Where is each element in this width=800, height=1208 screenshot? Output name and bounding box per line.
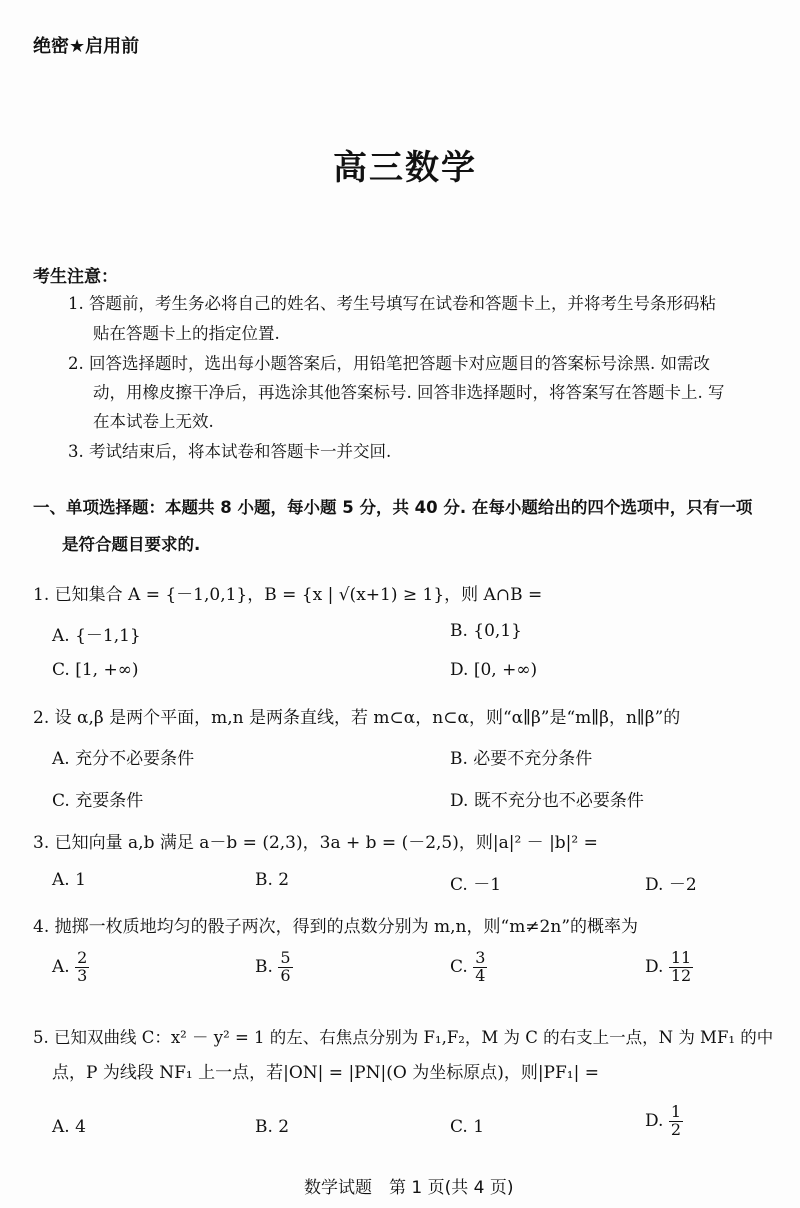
page-footer: 数学试题 第 1 页(共 4 页) xyxy=(304,1178,514,1198)
notice-line: 1. 答题前，考生务必将自己的姓名、考生号填写在试卷和答题卡上，并将考生号条形码粘 xyxy=(68,294,716,313)
page-title: 高三数学 xyxy=(333,148,477,188)
confidential-label: 绝密★启用前 xyxy=(33,36,140,57)
notice-line: 3. 考试结束后，将本试卷和答题卡一并交回. xyxy=(68,442,392,461)
q2-option-a: A. 充分不必要条件 xyxy=(52,749,195,769)
denominator: 3 xyxy=(77,965,88,985)
question-4-stem: 4. 抛掷一枚质地均匀的骰子两次，得到的点数分别为 m,n，则“m≠2n”的概率为 xyxy=(33,917,639,937)
fraction xyxy=(278,950,292,985)
q3-option-a: A. 1 xyxy=(52,870,86,890)
q2-option-c: C. 充要条件 xyxy=(52,791,144,811)
q3-option-c: C. －1 xyxy=(450,875,502,895)
notice-line: 贴在答题卡上的指定位置. xyxy=(93,324,280,343)
numerator: 2 xyxy=(77,948,88,967)
option-label: D. xyxy=(645,1110,664,1131)
q5-option-c: C. 1 xyxy=(450,1117,485,1137)
q3-option-b: B. 2 xyxy=(255,870,290,890)
option-label: B. xyxy=(255,956,273,977)
numerator: 11 xyxy=(670,948,692,967)
question-2-stem: 2. 设 α,β 是两个平面，m,n 是两条直线，若 m⊂α，n⊂α，则“α∥β”是“m∥β，n∥β”的 xyxy=(33,708,681,728)
q5-option-b: B. 2 xyxy=(255,1117,290,1137)
question-5-stem: 5. 已知双曲线 C：x² － y² = 1 的左、右焦点分别为 F₁,F₂，M 为 C 的右支上一点，N 为 MF₁ 的中 xyxy=(33,1028,774,1047)
q1-option-b: B. {0,1} xyxy=(450,621,522,641)
q4-option-a xyxy=(52,950,89,985)
numerator: 5 xyxy=(280,948,291,967)
section-heading: 一、单项选择题：本题共 8 小题，每小题 5 分，共 40 分. 在每小题给出的四个选项中，只有一项 xyxy=(33,498,753,517)
q1-option-c: C. [1, +∞) xyxy=(52,660,139,680)
notice-line: 动，用橡皮擦干净后，再选涂其他答案标号. 回答非选择题时，将答案写在答题卡上. 写 xyxy=(93,383,725,402)
fraction xyxy=(669,950,693,985)
question-1-stem: 1. 已知集合 A = {－1,0,1}，B = {x | √(x+1) ≥ 1}，则 A∩B = xyxy=(33,585,543,605)
q2-option-b: B. 必要不充分条件 xyxy=(450,749,593,769)
numerator: 3 xyxy=(475,948,486,967)
fraction xyxy=(669,1104,683,1139)
q4-option-b xyxy=(255,950,293,985)
question-5-stem-cont: 点，P 为线段 NF₁ 上一点，若|ON| = |PN|(O 为坐标原点)，则|PF₁| = xyxy=(52,1063,599,1083)
notice-line: 在本试卷上无效. xyxy=(93,412,214,431)
notice-line: 2. 回答选择题时，选出每小题答案后，用铅笔把答题卡对应题目的答案标号涂黑. 如需改 xyxy=(68,354,710,373)
q4-option-d xyxy=(645,950,693,985)
denominator: 2 xyxy=(670,1119,682,1139)
section-heading-cont: 是符合题目要求的. xyxy=(62,535,201,554)
question-3-stem: 3. 已知向量 a,b 满足 a－b = (2,3)，3a + b = (－2,5)，则|a|² － |b|² = xyxy=(33,833,598,853)
option-label: A. xyxy=(52,956,70,977)
fraction xyxy=(75,950,89,985)
q3-option-d: D. －2 xyxy=(645,875,697,895)
q1-option-d: D. [0, +∞) xyxy=(450,660,538,680)
denominator: 6 xyxy=(280,965,291,985)
q5-option-a: A. 4 xyxy=(52,1117,86,1137)
q5-option-d xyxy=(645,1104,683,1139)
q1-option-a: A. {－1,1} xyxy=(52,626,141,646)
notice-heading: 考生注意： xyxy=(33,267,118,287)
q2-option-d: D. 既不充分也不必要条件 xyxy=(450,791,644,811)
fraction xyxy=(473,950,487,985)
denominator: 12 xyxy=(670,965,692,985)
option-label: D. xyxy=(645,956,664,977)
option-label: C. xyxy=(450,956,468,977)
numerator: 1 xyxy=(670,1102,682,1121)
q4-option-c xyxy=(450,950,487,985)
denominator: 4 xyxy=(475,965,486,985)
